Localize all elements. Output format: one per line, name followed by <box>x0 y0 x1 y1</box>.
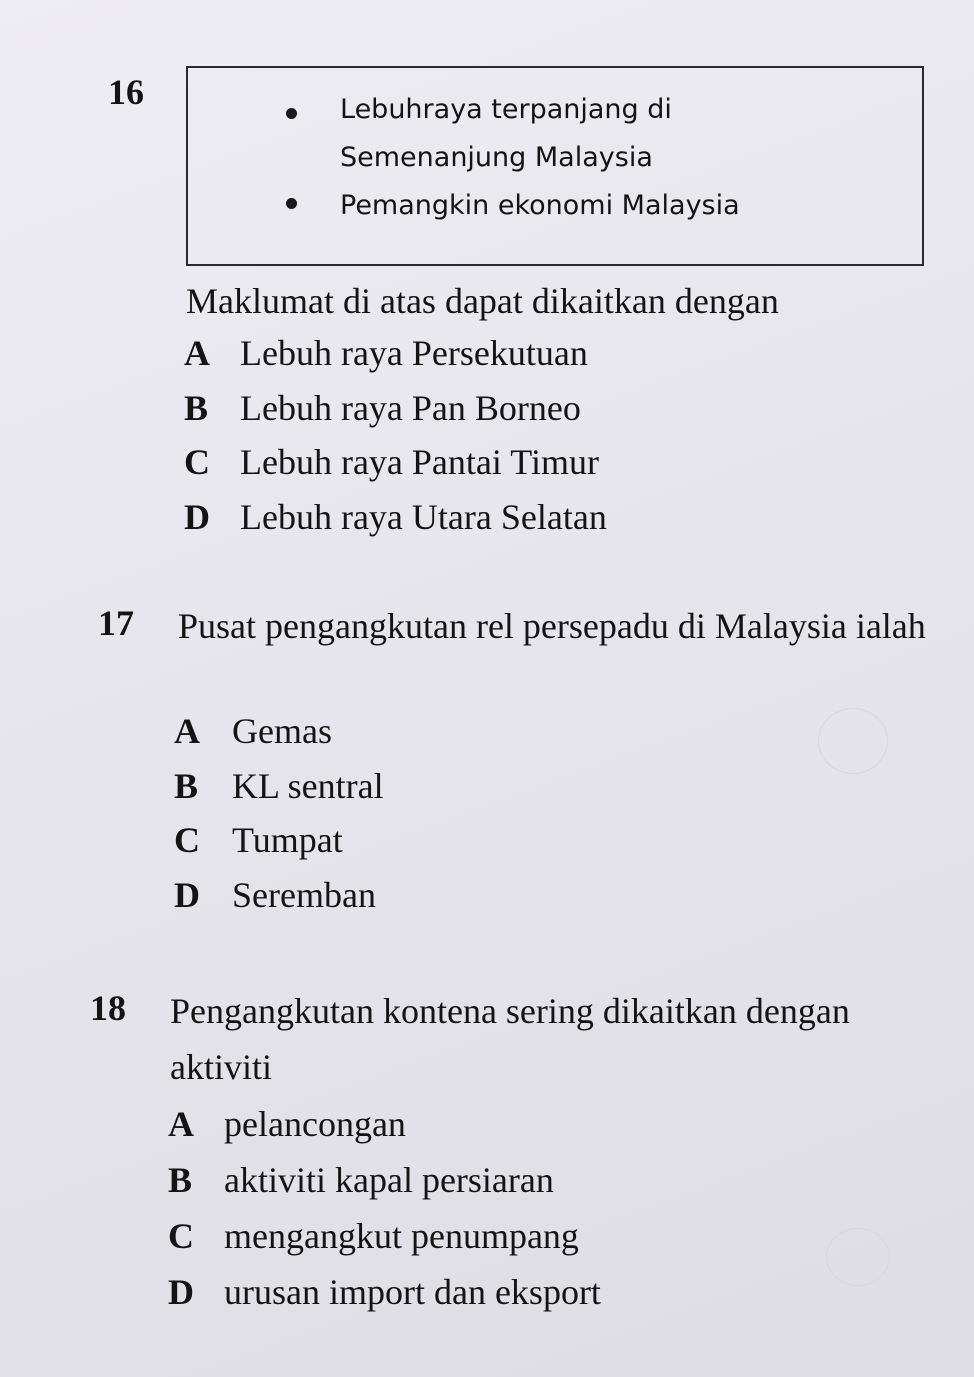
option-letter: A <box>184 333 210 374</box>
option-d[interactable] <box>174 868 384 923</box>
option-text: KL sentral <box>232 765 384 806</box>
show-through-circle <box>826 1228 890 1286</box>
info-line: Lebuhraya terpanjang di <box>340 94 672 125</box>
option-a[interactable] <box>184 326 607 381</box>
info-line: Semenanjung Malaysia <box>340 142 653 173</box>
option-text: pelancongan <box>224 1104 406 1144</box>
option-d[interactable] <box>168 1264 601 1320</box>
question-17-number: 17 <box>98 603 134 643</box>
option-letter: D <box>184 496 210 537</box>
option-letter: A <box>174 711 200 752</box>
option-d[interactable] <box>184 490 607 545</box>
option-a[interactable] <box>174 704 384 759</box>
option-letter: D <box>174 874 200 915</box>
option-text: mengangkut penumpang <box>224 1216 579 1256</box>
question-18-number: 18 <box>90 988 126 1028</box>
option-text: Tumpat <box>232 820 343 861</box>
option-text: Seremban <box>232 874 376 915</box>
option-b[interactable] <box>184 381 607 436</box>
option-c[interactable] <box>168 1208 601 1264</box>
option-text: Lebuh raya Persekutuan <box>240 333 588 374</box>
option-b[interactable] <box>174 759 384 814</box>
option-text: aktiviti kapal persiaran <box>224 1160 554 1200</box>
question-18-options <box>168 1096 601 1320</box>
option-letter: C <box>168 1216 194 1256</box>
option-text: Lebuh raya Pantai Timur <box>240 442 599 483</box>
option-letter: C <box>184 442 210 483</box>
show-through-circle <box>818 708 888 774</box>
info-line: Pemangkin ekonomi Malaysia <box>340 190 740 221</box>
question-18-stem: Pengangkutan kontena sering dikaitkan dengan aktiviti <box>170 991 850 1087</box>
option-b[interactable] <box>168 1152 601 1208</box>
option-c[interactable] <box>184 435 607 490</box>
option-letter: A <box>168 1104 194 1144</box>
bullet-icon <box>286 108 297 119</box>
question-17-options <box>174 704 384 922</box>
question-16-stem: Maklumat di atas dapat dikaitkan dengan <box>186 281 779 321</box>
question-16-info-box <box>186 66 924 266</box>
question-16-number: 16 <box>108 72 144 112</box>
question-16-options <box>184 326 607 544</box>
option-letter: D <box>168 1272 194 1312</box>
option-letter: B <box>184 387 209 428</box>
option-text: Lebuh raya Pan Borneo <box>240 387 581 428</box>
option-text: Gemas <box>232 711 332 752</box>
bullet-icon <box>286 198 297 209</box>
option-c[interactable] <box>174 813 384 868</box>
option-letter: C <box>174 820 200 861</box>
option-a[interactable] <box>168 1096 601 1152</box>
option-letter: B <box>168 1160 193 1200</box>
option-text: urusan import dan eksport <box>224 1272 601 1312</box>
option-text: Lebuh raya Utara Selatan <box>240 496 607 537</box>
option-letter: B <box>174 765 199 806</box>
question-17-stem: Pusat pengangkutan rel persepadu di Malaysia ialah <box>178 606 926 646</box>
